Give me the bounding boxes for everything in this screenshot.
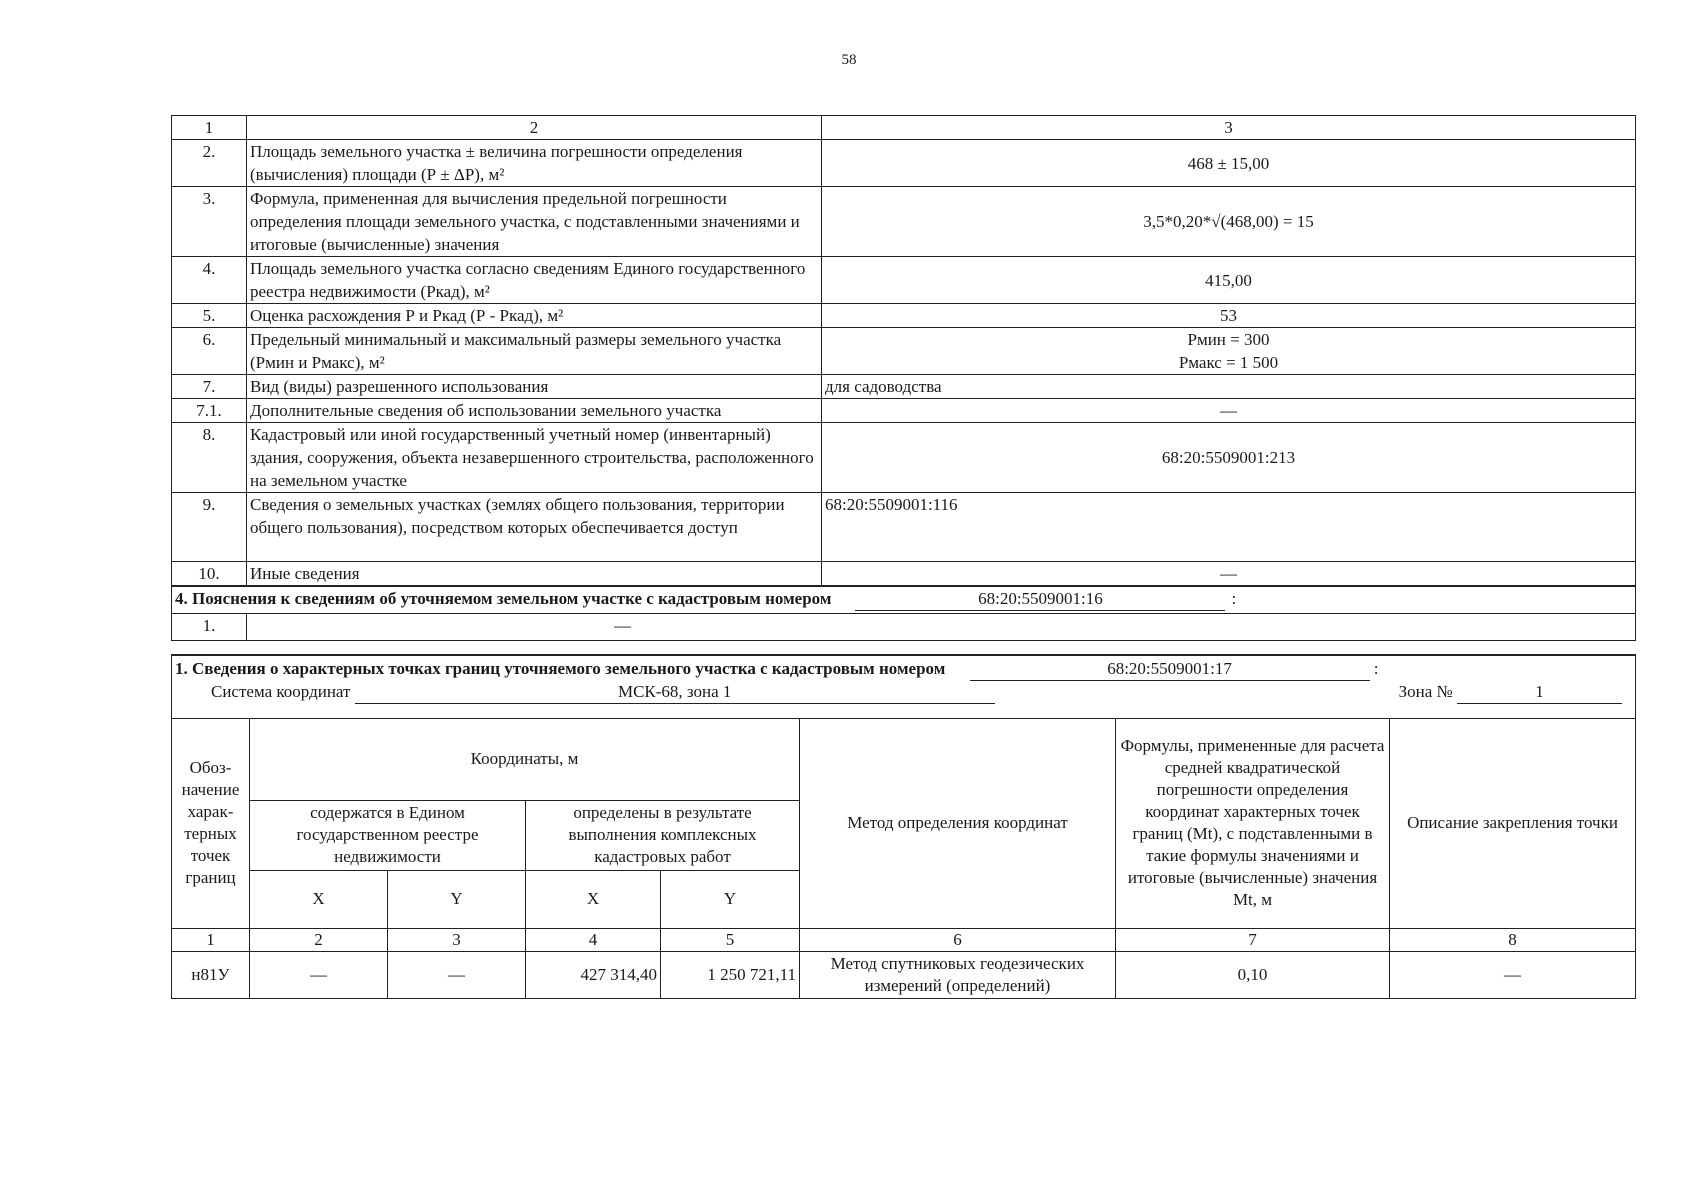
section4-title-row <box>172 586 1636 613</box>
row-value: — <box>247 613 1636 640</box>
header-cell: 2 <box>247 116 822 140</box>
egrn-y: — <box>388 951 526 998</box>
table-header-row <box>172 116 1636 140</box>
row-label: Кадастровый или иной государственный учетный номер (инвентарный) здания, сооружения, объекта незавершенного строительства, расположенного на земельном участке <box>247 423 822 493</box>
table2-cadastral: 68:20:5509001:17 <box>970 658 1370 681</box>
works-y: 1 250 721,11 <box>661 951 800 998</box>
y-header: Y <box>388 870 526 928</box>
row-value: 68:20:5509001:213 <box>822 423 1636 493</box>
row-number: 9. <box>172 493 247 562</box>
table-row <box>172 375 1636 399</box>
works-x: 427 314,40 <box>526 951 661 998</box>
row-number: 8. <box>172 423 247 493</box>
row-label: Вид (виды) разрешенного использования <box>247 375 822 399</box>
row-label: Площадь земельного участка согласно сведениям Единого государственного реестра недвижимости (Ркад), м² <box>247 257 822 304</box>
row-label: Формула, примененная для вычисления предельной погрешности определения площади земельного участка, с подставленными значениями и итоговые (вычисленные) значения <box>247 187 822 257</box>
table-row <box>172 328 1636 375</box>
designation-header: Обоз-начение харак-терных точек границ <box>172 718 250 928</box>
table-row <box>172 951 1636 998</box>
table-row <box>172 257 1636 304</box>
table-row <box>172 613 1636 640</box>
table-row <box>172 187 1636 257</box>
point-designation: н81У <box>172 951 250 998</box>
section4-title-cell <box>172 586 1636 613</box>
parcel-info-table <box>171 115 1636 641</box>
col-number-row <box>172 928 1636 951</box>
table2-colon: : <box>1373 659 1379 678</box>
col-number: 6 <box>800 928 1116 951</box>
row-value: Рмин = 300 Рмакс = 1 500 <box>822 328 1636 375</box>
row-label: Площадь земельного участка ± величина погрешности определения (вычисления) площади (Р ± ΔР), м² <box>247 140 822 187</box>
table-row <box>172 140 1636 187</box>
y-header: Y <box>661 870 800 928</box>
row-number: 5. <box>172 304 247 328</box>
table2-title-cell <box>172 655 1636 718</box>
row-label: Оценка расхождения Р и Ркад (Р - Ркад), м² <box>247 304 822 328</box>
row-number: 1. <box>172 613 247 640</box>
table-row <box>172 493 1636 562</box>
zone-label: Зона № <box>1398 682 1453 701</box>
zone-value: 1 <box>1457 681 1622 704</box>
row-number: 2. <box>172 140 247 187</box>
works-header: определены в результате выполнения комплексных кадастровых работ <box>526 800 800 870</box>
header-row-1 <box>172 718 1636 800</box>
table-row <box>172 562 1636 587</box>
row-label: Сведения о земельных участках (землях общего пользования, территории общего пользования), посредством которых обеспечивается доступ <box>247 493 822 562</box>
coords-header: Координаты, м <box>250 718 800 800</box>
row-value: 468 ± 15,00 <box>822 140 1636 187</box>
header-cell: 1 <box>172 116 247 140</box>
row-number: 7. <box>172 375 247 399</box>
egrn-x: — <box>250 951 388 998</box>
table-row <box>172 304 1636 328</box>
col-number: 7 <box>1116 928 1390 951</box>
table-row <box>172 399 1636 423</box>
table-row <box>172 423 1636 493</box>
fixing-value: — <box>1390 951 1636 998</box>
coord-system-value: МСК-68, зона 1 <box>355 681 995 704</box>
col-number: 8 <box>1390 928 1636 951</box>
row-number: 4. <box>172 257 247 304</box>
x-header: X <box>250 870 388 928</box>
row-label: Иные сведения <box>247 562 822 587</box>
fixing-header: Описание закрепления точки <box>1390 718 1636 928</box>
formula-header: Формулы, примененные для расчета средней квадратической погрешности определения координат характерных точек границ (Mt), с подставленными в такие формулы значениями и итоговые (вычисленные) значения Mt, м <box>1116 718 1390 928</box>
page-number: 58 <box>841 52 857 68</box>
row-number: 10. <box>172 562 247 587</box>
row-value: 3,5*0,20*√(468,00) = 15 <box>822 187 1636 257</box>
col-number: 5 <box>661 928 800 951</box>
row-value: — <box>822 399 1636 423</box>
col-number: 2 <box>250 928 388 951</box>
method-header: Метод определения координат <box>800 718 1116 928</box>
col-number: 3 <box>388 928 526 951</box>
row-value: 68:20:5509001:116 <box>822 493 1636 562</box>
section4-cadastral: 68:20:5509001:16 <box>855 587 1225 611</box>
boundary-points-table <box>171 654 1636 999</box>
row-number: 7.1. <box>172 399 247 423</box>
method-value: Метод спутниковых геодезических измерений (определений) <box>800 951 1116 998</box>
row-number: 6. <box>172 328 247 375</box>
row-value: — <box>822 562 1636 587</box>
row-label: Дополнительные сведения об использовании земельного участка <box>247 399 822 423</box>
row-value: 53 <box>822 304 1636 328</box>
row-value: для садоводства <box>822 375 1636 399</box>
row-value: 415,00 <box>822 257 1636 304</box>
section4-title: 4. Пояснения к сведениям об уточняемом земельном участке с кадастровым номером <box>175 589 832 608</box>
col-number: 1 <box>172 928 250 951</box>
table2-title: 1. Сведения о характерных точках границ уточняемого земельного участка с кадастровым номером <box>175 659 946 678</box>
coord-system-label: Система координат <box>211 682 351 701</box>
table2-title-row <box>172 655 1636 718</box>
mt-value: 0,10 <box>1116 951 1390 998</box>
header-cell: 3 <box>822 116 1636 140</box>
x-header: X <box>526 870 661 928</box>
section4-colon: : <box>1231 589 1237 608</box>
row-label: Предельный минимальный и максимальный размеры земельного участка (Рмин и Рмакс), м² <box>247 328 822 375</box>
col-number: 4 <box>526 928 661 951</box>
egrn-header: содержатся в Едином государственном реестре недвижимости <box>250 800 526 870</box>
row-number: 3. <box>172 187 247 257</box>
